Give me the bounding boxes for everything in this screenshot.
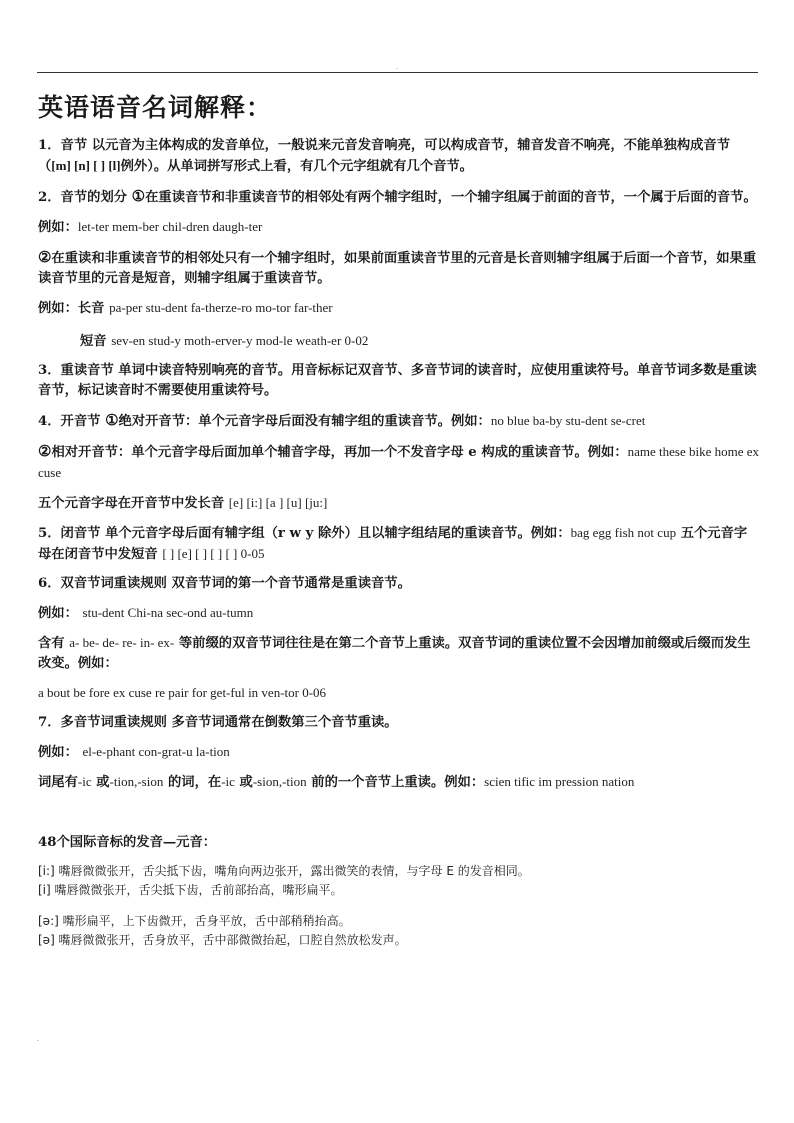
s7-example-2: scien tific im pression nation — [484, 774, 635, 789]
s5-text-a: 5．闭音节 单个元音字母后面有辅字组（r w y 除外）且以辅字组结尾的重读音节。例如： — [38, 526, 571, 541]
s2-example-short — [38, 331, 760, 352]
s4-ipa: [e] [i:] [a ] [u] [ju:] — [228, 495, 328, 510]
s4-example-1: no blue ba-by stu-dent se-cret — [490, 413, 646, 428]
example-long-words: pa-per stu-dent fa-therze-ro mo-tor far-ther — [109, 300, 333, 315]
s4-text-3: 五个元音字母在开音节中发长音 — [38, 496, 229, 511]
s7-suffix-2: -tion,-sion — [109, 774, 164, 789]
section-2-part-2 — [38, 247, 760, 289]
section-4-part-2 — [38, 441, 760, 484]
s5-ipa: [ ] [e] [ ] [ ] [ ] 0-05 — [162, 546, 265, 561]
example-label: 例如： — [38, 745, 78, 760]
s1-text-a: 1．音节 以元音为主体构成的发音单位，一般说来元音发音响亮，可以构成音节，辅音发音不响亮，不能单独构成音节（ — [38, 138, 731, 174]
s6-example-2 — [38, 683, 760, 704]
s1-text-c: 例外）。从单词拼写形式上看，有几个元字组就有几个音节。 — [120, 159, 473, 174]
circled-one: ① — [105, 411, 119, 429]
example-words: stu-dent Chi-na sec-ond au-tumn — [82, 605, 254, 620]
s2-example-1 — [38, 217, 760, 238]
example-label: 例如： — [38, 220, 78, 235]
s6-text-b1: 含有 — [38, 636, 70, 651]
example-words: a bout be fore ex cuse re pair for get-ful in ven-tor 0-06 — [38, 685, 327, 700]
s7-suffix-4: -sion,-tion — [252, 774, 307, 789]
s6-text-b2: 等前缀的双音节词往往是在第二个音节上重读。双音节词的重读位置不会因增加前缀或后缀而发生改变。例如： — [38, 636, 751, 671]
section-5 — [38, 523, 760, 565]
example-short-words: sev-en stud-y moth-erver-y mod-le weath-er 0-02 — [111, 333, 369, 348]
s5-text-b: 五个元音字母在闭音节中发短音 — [38, 526, 748, 562]
s2-example-long — [38, 298, 760, 319]
footer-mark: . — [37, 1036, 39, 1043]
s4-text-2: 相对开音节：单个元音字母后面加单个辅音字母，再加一个不发音字母 e 构成的重读音节。例如： — [51, 445, 628, 460]
ipa-line-2: [i] 嘴唇微微张开，舌尖抵下齿，舌前部抬高，嘴形扁平。 — [38, 883, 343, 897]
document-body — [38, 88, 760, 950]
ipa-line-1: [i:] 嘴唇微微张开，舌尖抵下齿，嘴角向两边张开，露出微笑的表情，与字母 E 的发音相同。 — [38, 864, 530, 878]
header-mark: . — [396, 64, 398, 71]
s5-example: bag egg fish not cup — [570, 525, 677, 540]
s7-suffix-rule — [38, 772, 760, 793]
s7-example-1 — [38, 742, 760, 763]
circled-two: ② — [38, 248, 52, 266]
example-long-label: 例如：长音 — [38, 301, 105, 316]
section-2-part-1 — [38, 186, 760, 208]
s7-text-b4: 或 — [234, 775, 253, 790]
section-6: 6．双音节词重读规则 双音节词的第一个音节通常是重读音节。 — [38, 576, 411, 591]
example-label: 例如： — [38, 606, 78, 621]
header-rule — [37, 72, 758, 73]
section-4-part-3 — [38, 493, 760, 514]
s6-example-1 — [38, 603, 760, 624]
circled-two: ② — [38, 442, 52, 460]
example-words: el-e-phant con-grat-u la-tion — [82, 744, 230, 759]
s6-prefix-rule — [38, 633, 760, 674]
section-4-part-1 — [38, 410, 760, 432]
s7-text-b3: 的词，在 — [163, 775, 222, 790]
s7-suffix-1: -ic — [77, 774, 92, 789]
s7-text-b5: 前的一个音节上重读。例如： — [306, 775, 485, 790]
s1-ipa: [m] [n] [ ] [l] — [51, 158, 121, 173]
s4-heading: 4．开音节 — [38, 414, 106, 429]
s7-suffix-3: -ic — [221, 774, 235, 789]
s2-text-1: 在重读音节和非重读音节的相邻处有两个辅字组时，一个辅字组属于前面的音节，一个属于后面的音节。 — [145, 190, 757, 205]
example-short-label: 短音 — [80, 334, 107, 349]
s4-text-1: 绝对开音节：单个元音字母后面没有辅字组的重读音节。例如： — [118, 414, 491, 429]
s6-prefixes: a- be- de- re- in- ex- — [69, 635, 175, 650]
s2-text-2: 在重读和非重读音节的相邻处只有一个辅字组时，如果前面重读音节里的元音是长音则辅字组属于后面一个音节，如果重读音节里的元音是短音，则辅字组属于重读音节。 — [38, 251, 757, 286]
s7-text-b2: 或 — [91, 775, 110, 790]
section-3: 3．重读音节 单词中读音特别响亮的音节。用音标标记双音节、多音节词的读音时，应使用重读符号。单音节词多数是重读音节，标记读音时不需要使用重读符号。 — [38, 363, 757, 398]
section-7: 7．多音节词重读规则 多音节词通常在倒数第三个音节重读。 — [38, 715, 398, 730]
ipa-line-3: [ə:] 嘴形扁平，上下齿微开，舌身平放，舌中部稍稍抬高。 — [38, 914, 351, 928]
s2-heading: 2．音节的划分 — [38, 190, 132, 205]
example-words: let-ter mem-ber chil-dren daugh-ter — [77, 219, 263, 234]
section-1 — [38, 136, 760, 177]
s4-example-2: name these bike home ex cuse — [38, 444, 760, 480]
page-title: 英语语音名词解释： — [38, 93, 273, 122]
ipa-heading: 48个国际音标的发音—元音： — [38, 835, 217, 850]
ipa-line-4: [ə] 嘴唇微微张开，舌身放平，舌中部微微抬起，口腔自然放松发声。 — [38, 933, 407, 947]
circled-one: ① — [131, 187, 146, 205]
s7-text-b1: 词尾有 — [38, 775, 78, 790]
